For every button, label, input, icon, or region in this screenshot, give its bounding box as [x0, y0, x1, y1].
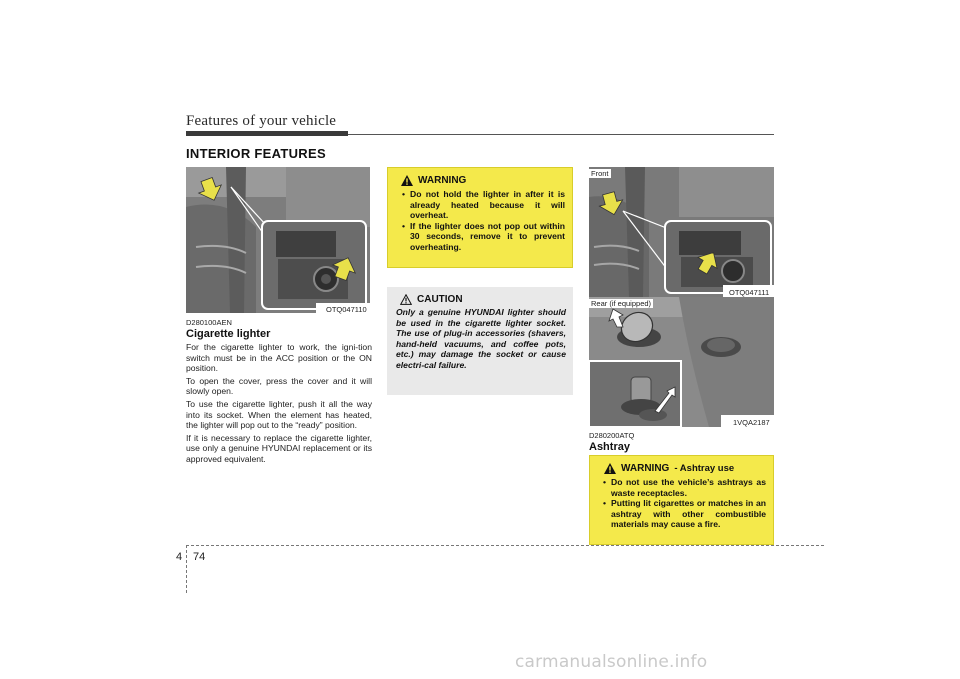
warning-list: [600, 477, 766, 530]
cigarette-heading: Cigarette lighter: [186, 328, 271, 340]
caution-triangle-icon: [400, 294, 412, 305]
ashtray-heading: Ashtray: [589, 441, 630, 453]
header-rule: [348, 134, 774, 135]
caution-box-lighter: [387, 287, 573, 395]
cigarette-doc-code: D280100AEN: [186, 318, 232, 327]
cigarette-body: [186, 342, 372, 467]
paragraph: For the cigarette lighter to work, the igni-tion switch must be in the ACC position or the ON position.: [186, 342, 372, 374]
warning-box-ashtray: [589, 455, 774, 545]
ashtray-front-code: OTQ047111: [729, 288, 770, 297]
header-bar: [186, 131, 348, 136]
paragraph: If it is necessary to replace the cigarette lighter, use only a genuine HYUNDAI replacement or its approved equivalent.: [186, 432, 372, 464]
watermark-text: carmanualsonline.info: [515, 652, 708, 672]
paragraph: To open the cover, press the cover and it will slowly open.: [186, 375, 372, 397]
warning-item: • If the lighter does not pop out within 30 seconds, remove it to prevent overheating.: [399, 221, 565, 253]
warning-title: WARNING - Ashtray use: [604, 463, 766, 474]
warning-box-lighter: [387, 167, 573, 268]
cigarette-image-code: OTQ047110: [326, 305, 367, 314]
warning-item: • Do not hold the lighter in after it is already heated because it will overheat.: [399, 189, 565, 221]
warning-list: [399, 189, 565, 252]
paragraph: To use the cigarette lighter, push it all the way into its socket. When the element has heated, the lighter will pop out to the “ready” position.: [186, 398, 372, 431]
ashtray-front-photo: [589, 167, 774, 297]
warning-item: • Putting lit cigarettes or matches in an ashtray with other combustible materials may cause a fire.: [600, 498, 766, 530]
ashtray-rear-photo: [589, 297, 774, 427]
warning-triangle-icon: [401, 175, 413, 186]
warning-item: • Do not use the vehicle’s ashtrays as waste receptacles.: [600, 477, 766, 498]
page-header-title: Features of your vehicle: [186, 113, 337, 129]
section-title: INTERIOR FEATURES: [186, 146, 326, 161]
ashtray-doc-code: D280200ATQ: [589, 431, 635, 440]
cigarette-lighter-photo: [186, 167, 370, 313]
caution-title: CAUTION: [400, 294, 566, 305]
ashtray-front-label: Front: [591, 169, 609, 178]
page-number: 74: [193, 551, 206, 563]
warning-triangle-icon: [604, 463, 616, 474]
chapter-number: 4: [176, 551, 183, 563]
ashtray-rear-code: 1VQA2187: [733, 418, 770, 427]
footer-rule: [186, 545, 824, 546]
caution-body: Only a genuine HYUNDAI lighter should be used in the cigarette lighter socket. The use of plug-in accessories (shavers, hand-held vacuums, and coffee pots, etc.) may damage the socket or cause electri-cal failure.: [396, 307, 566, 370]
warning-title: WARNING: [401, 175, 565, 186]
footer-divider: [186, 545, 187, 593]
ashtray-rear-label: Rear (if equipped): [591, 299, 652, 308]
